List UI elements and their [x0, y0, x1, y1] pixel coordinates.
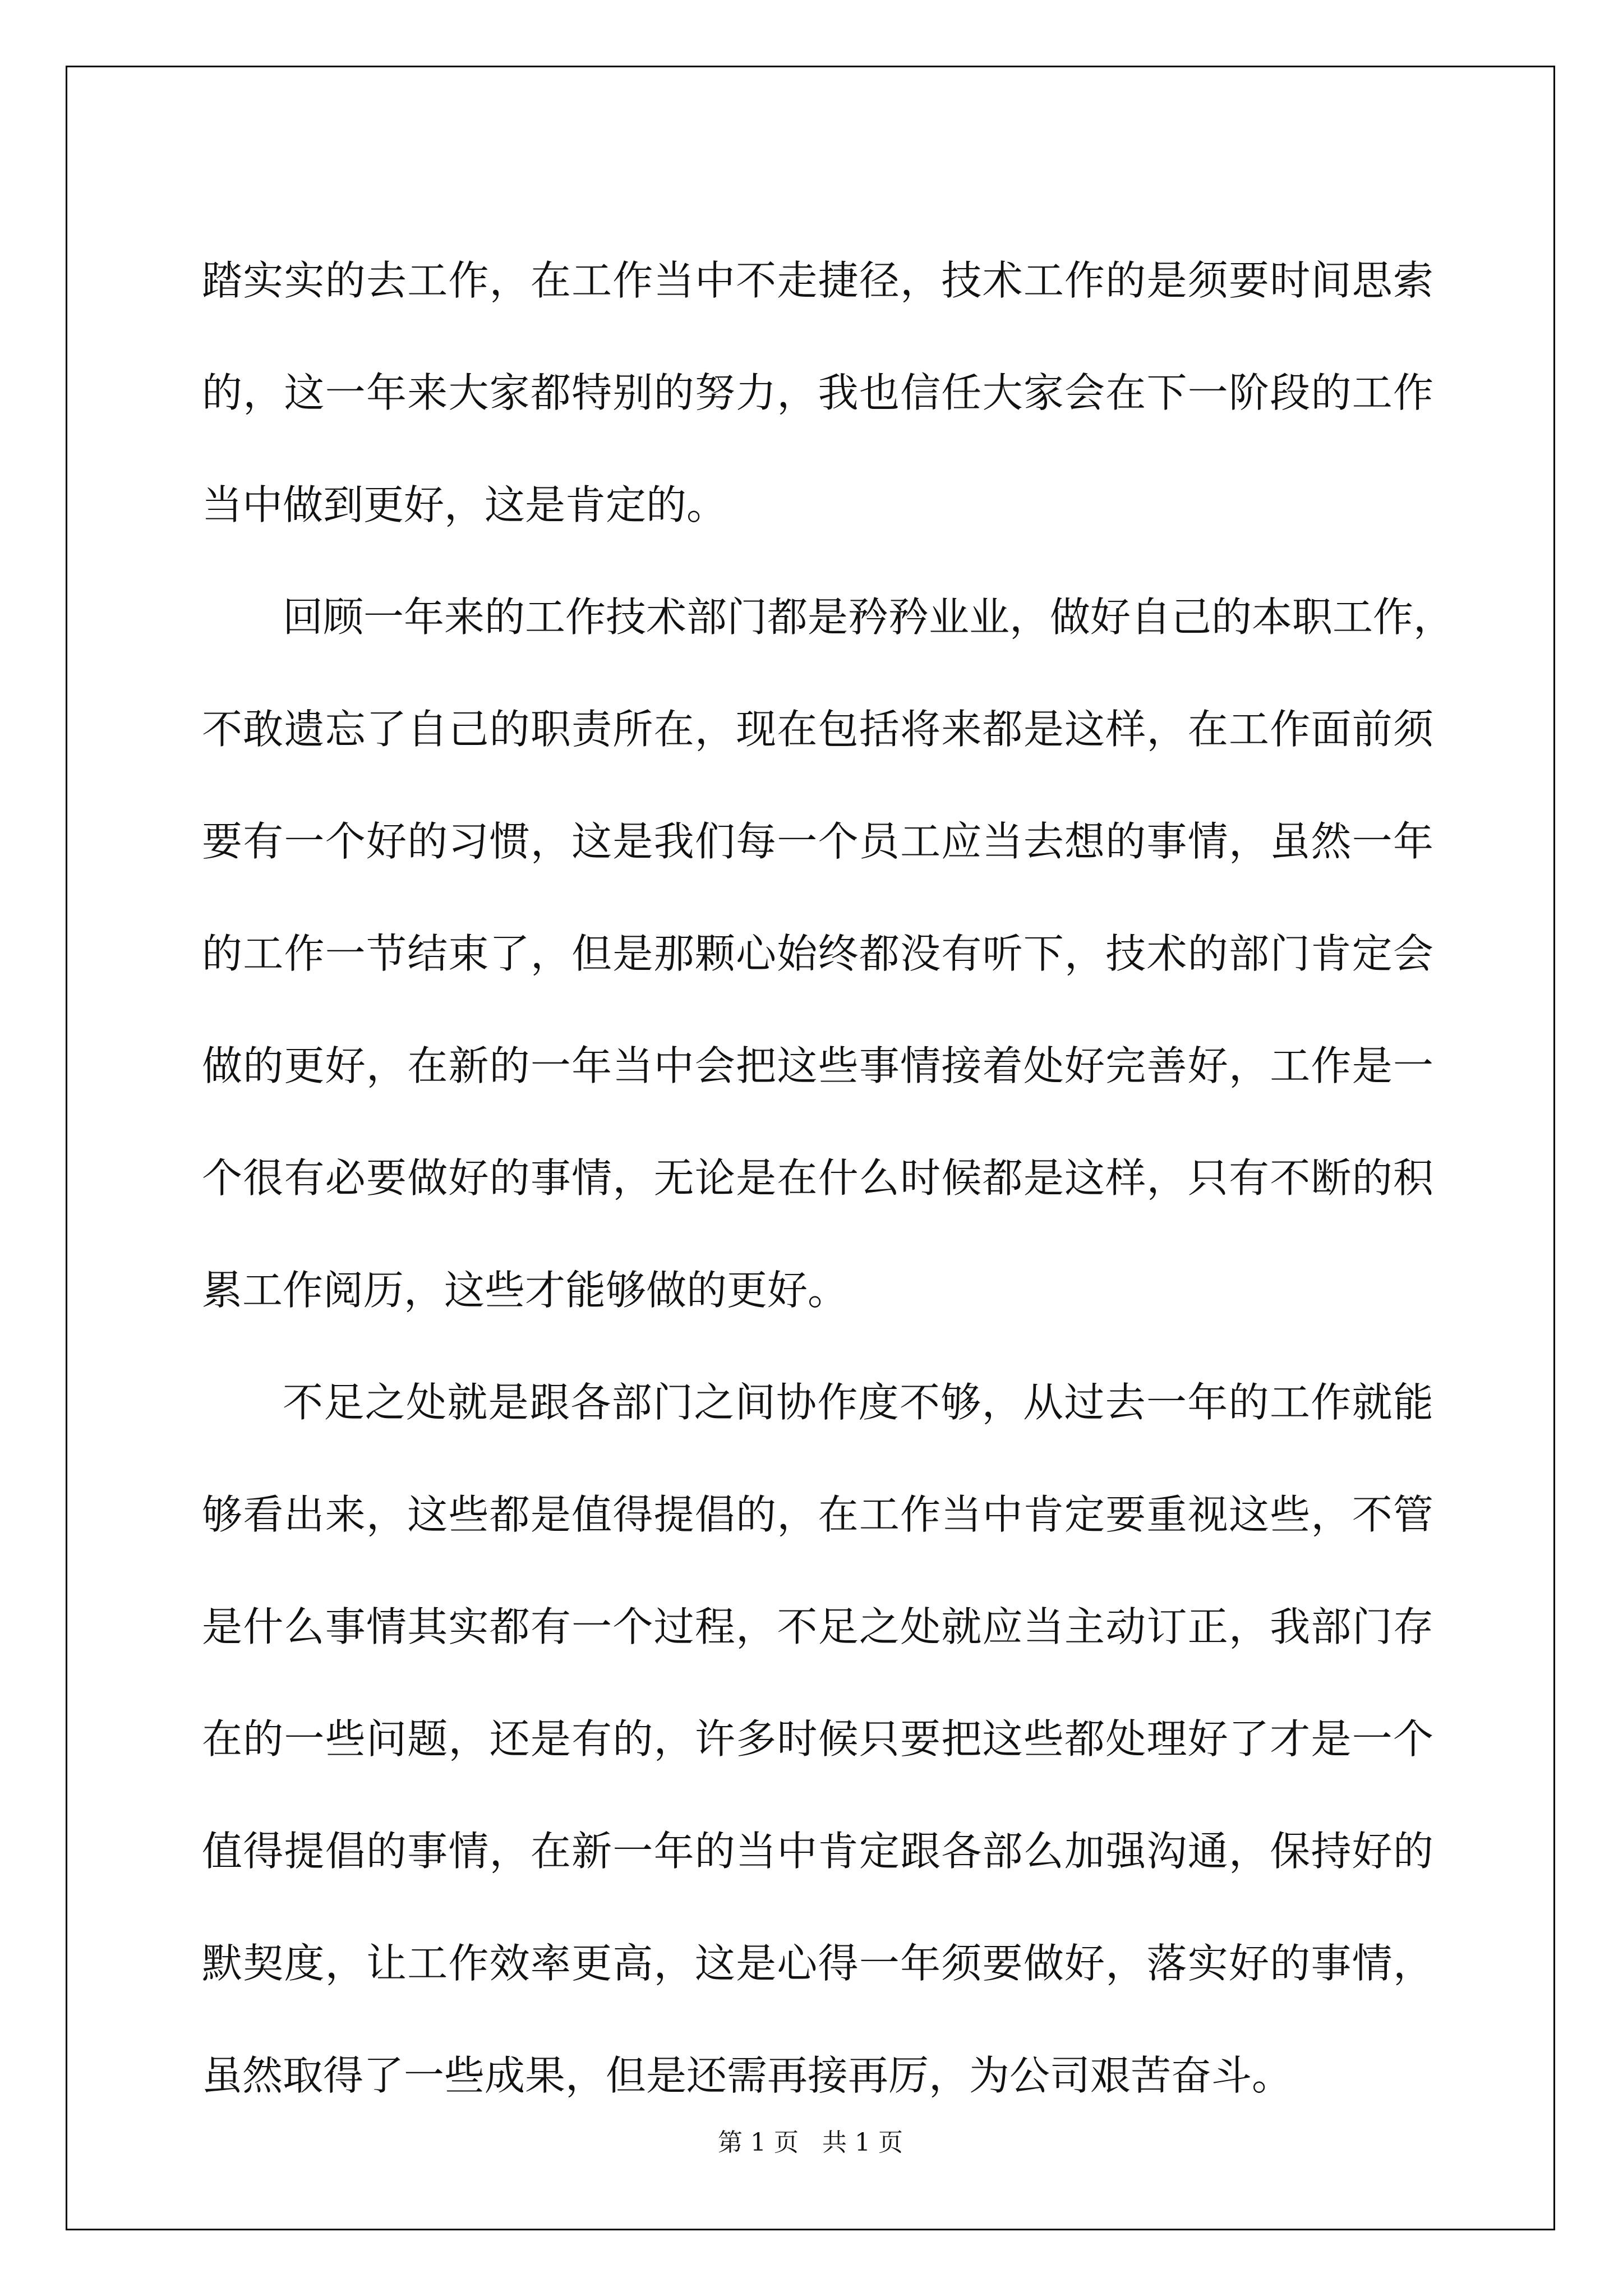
document-body [202, 224, 1454, 2132]
text-line: 的工作一节结束了，但是那颗心始终都没有听下，技术的部门肯定会 [202, 930, 1433, 977]
text-line: 不足之处就是跟各部门之间协作度不够，从过去一年的工作就能 [283, 1379, 1433, 1426]
text-line: 够看出来，这些都是值得提倡的，在工作当中肯定要重视这些，不管 [202, 1491, 1433, 1538]
text-line: 当中做到更好，这是肯定的。 [202, 481, 727, 528]
text-line: 值得提倡的事情，在新一年的当中肯定跟各部么加强沟通，保持好的 [202, 1828, 1433, 1875]
text-line: 在的一些问题，还是有的，许多时候只要把这些都处理好了才是一个 [202, 1715, 1433, 1763]
paragraph-3 [202, 1346, 1433, 2132]
text-line: 虽然取得了一些成果，但是还需再接再厉，为公司艰苦奋斗。 [202, 2052, 1293, 2099]
text-line: 踏实实的去工作，在工作当中不走捷径，技术工作的是须要时间思索 [202, 257, 1433, 304]
text-line: 要有一个好的习惯，这是我们每一个员工应当去想的事情，虽然一年 [202, 818, 1433, 865]
paragraph-2 [202, 561, 1454, 1346]
text-line: 不敢遗忘了自己的职责所在，现在包括将来都是这样，在工作面前须 [202, 706, 1433, 753]
text-line: 的，这一年来大家都特别的努力，我也信任大家会在下一阶段的工作 [202, 369, 1433, 416]
text-line: 默契度，让工作效率更高，这是心得一年须要做好，落实好的事情， [202, 1940, 1433, 1987]
page-number: 第 1 页 [718, 2128, 799, 2157]
page-footer [67, 2126, 1553, 2160]
paragraph-1 [202, 224, 1433, 561]
text-line: 累工作阅历，这些才能够做的更好。 [202, 1267, 849, 1314]
document-page [66, 66, 1555, 2230]
page-total: 共 1 页 [822, 2128, 903, 2157]
text-line: 回顾一年来的工作技术部门都是矜矜业业，做好自己的本职工作， [283, 593, 1454, 641]
text-line: 做的更好，在新的一年当中会把这些事情接着处好完善好，工作是一 [202, 1042, 1433, 1089]
text-line: 个很有必要做好的事情，无论是在什么时候都是这样，只有不断的积 [202, 1154, 1433, 1202]
text-line: 是什么事情其实都有一个过程，不足之处就应当主动订正，我部门存 [202, 1603, 1433, 1650]
